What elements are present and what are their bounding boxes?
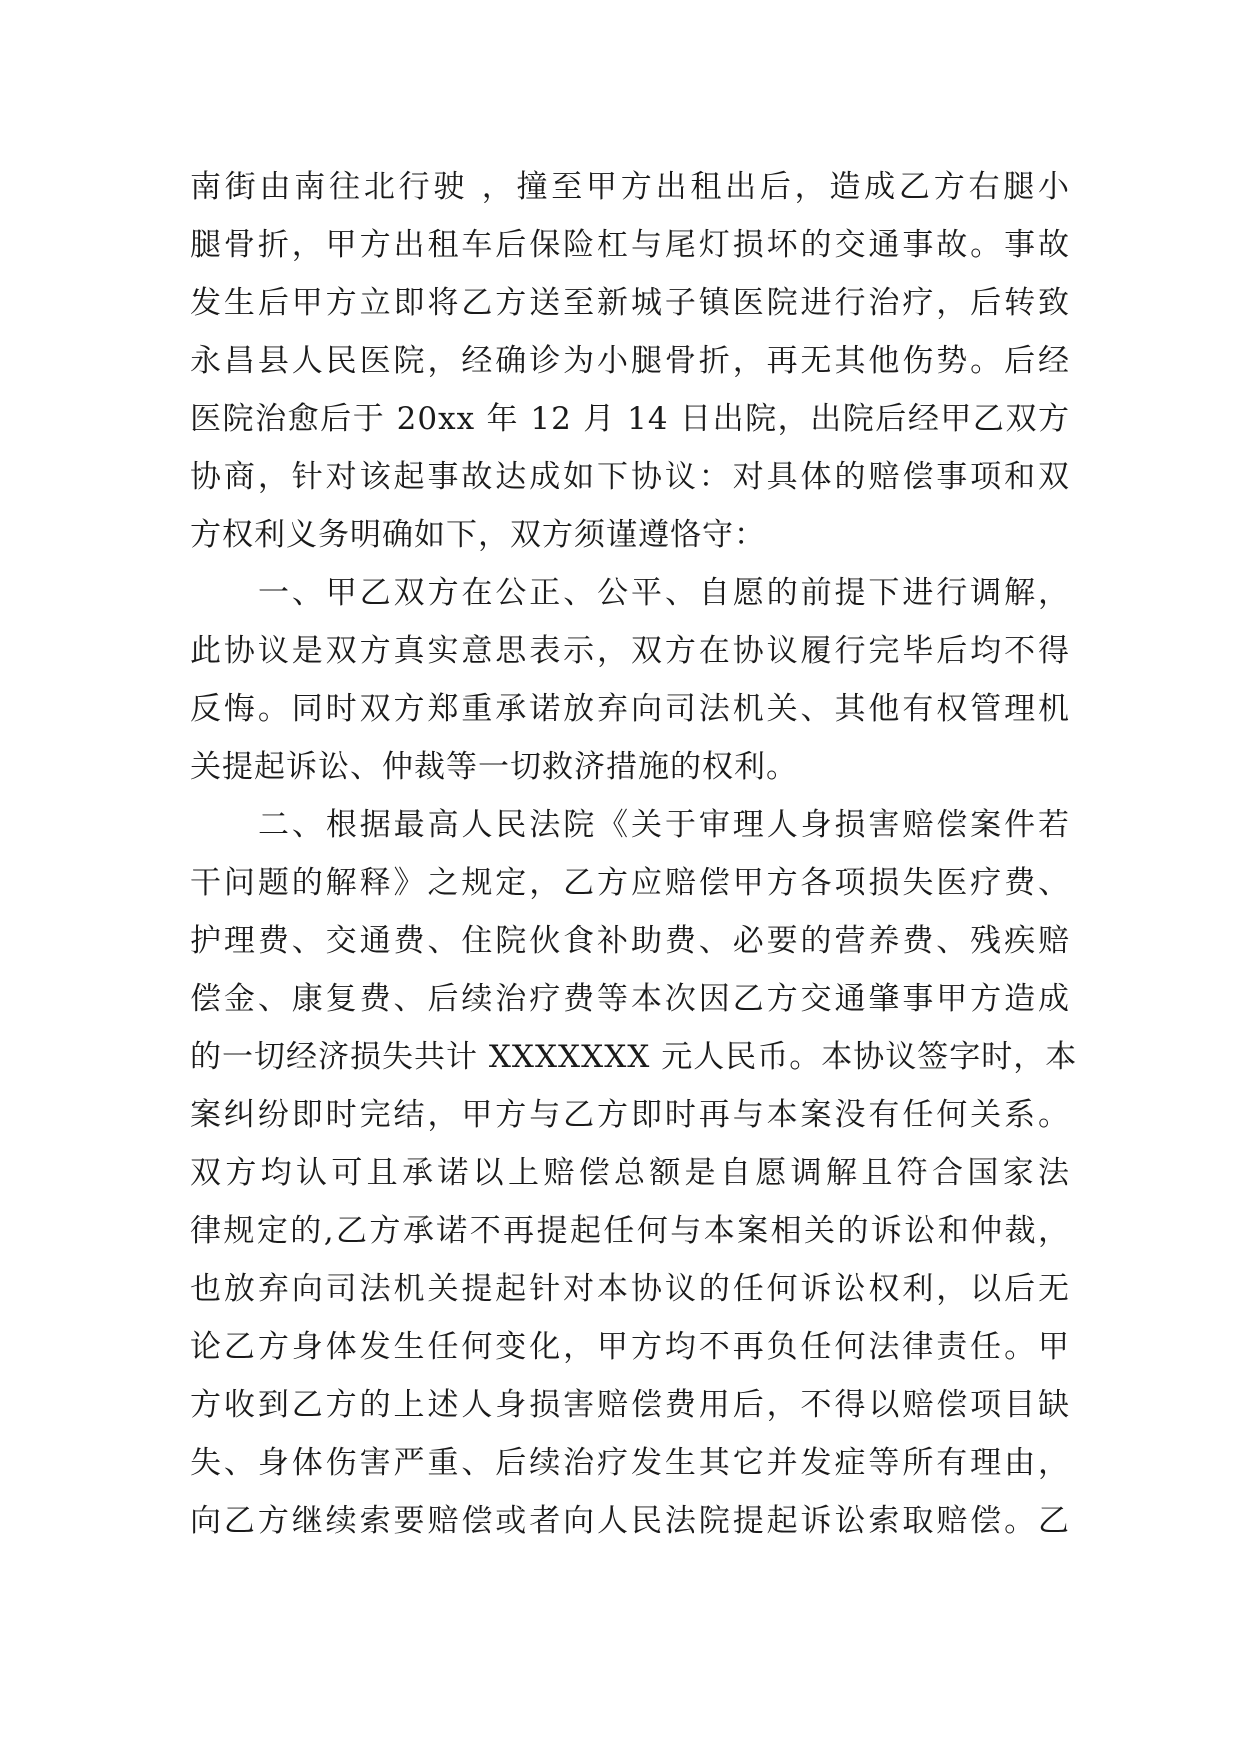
text-line: 护理费、交通费、住院伙食补助费、必要的营养费、残疾赔 — [190, 923, 1070, 959]
text-line: 南街由南往北行驶 ，撞至甲方出租出后，造成乙方右腿小 — [190, 169, 1070, 205]
text-line: 偿金、康复费、后续治疗费等本次因乙方交通肇事甲方造成 — [190, 981, 1070, 1017]
agreement-body-text — [190, 158, 1078, 1550]
clause-one-start: 一、甲乙双方在公正、公平、自愿的前提下进行调解， — [258, 575, 1070, 611]
text-line: 方收到乙方的上述人身损害赔偿费用后，不得以赔偿项目缺 — [190, 1387, 1070, 1423]
text-line: 案纠纷即时完结，甲方与乙方即时再与本案没有任何关系。 — [190, 1097, 1070, 1133]
text-line: 永昌县人民医院，经确诊为小腿骨折，再无其他伤势。后经 — [190, 343, 1070, 379]
text-line: 论乙方身体发生任何变化，甲方均不再负任何法律责任。甲 — [190, 1329, 1070, 1365]
text-line: 方权利义务明确如下，双方须谨遵恪守： — [190, 517, 766, 553]
text-line: 医院治愈后于 20xx 年 12 月 14 日出院，出院后经甲乙双方 — [190, 401, 1070, 437]
text-line: 反悔。同时双方郑重承诺放弃向司法机关、其他有权管理机 — [190, 691, 1070, 727]
text-line: 协商，针对该起事故达成如下协议：对具体的赔偿事项和双 — [190, 459, 1070, 495]
text-line: 律规定的,乙方承诺不再提起任何与本案相关的诉讼和仲裁， — [190, 1213, 1070, 1249]
text-line: 的一切经济损失共计 XXXXXXX 元人民币。本协议签字时，本 — [190, 1039, 1078, 1075]
text-line: 此协议是双方真实意思表示，双方在协议履行完毕后均不得 — [190, 633, 1070, 669]
text-line: 关提起诉讼、仲裁等一切救济措施的权利。 — [190, 749, 798, 785]
text-line: 发生后甲方立即将乙方送至新城子镇医院进行治疗，后转致 — [190, 285, 1070, 321]
text-line: 双方均认可且承诺以上赔偿总额是自愿调解且符合国家法 — [190, 1155, 1070, 1191]
text-line: 也放弃向司法机关提起针对本协议的任何诉讼权利，以后无 — [190, 1271, 1070, 1307]
clause-two-start: 二、根据最高人民法院《关于审理人身损害赔偿案件若 — [258, 807, 1070, 843]
text-line: 腿骨折，甲方出租车后保险杠与尾灯损坏的交通事故。事故 — [190, 227, 1070, 263]
text-line: 向乙方继续索要赔偿或者向人民法院提起诉讼索取赔偿。乙 — [190, 1503, 1070, 1539]
text-line: 干问题的解释》之规定，乙方应赔偿甲方各项损失医疗费、 — [190, 865, 1070, 901]
text-line: 失、身体伤害严重、后续治疗发生其它并发症等所有理由， — [190, 1445, 1070, 1481]
